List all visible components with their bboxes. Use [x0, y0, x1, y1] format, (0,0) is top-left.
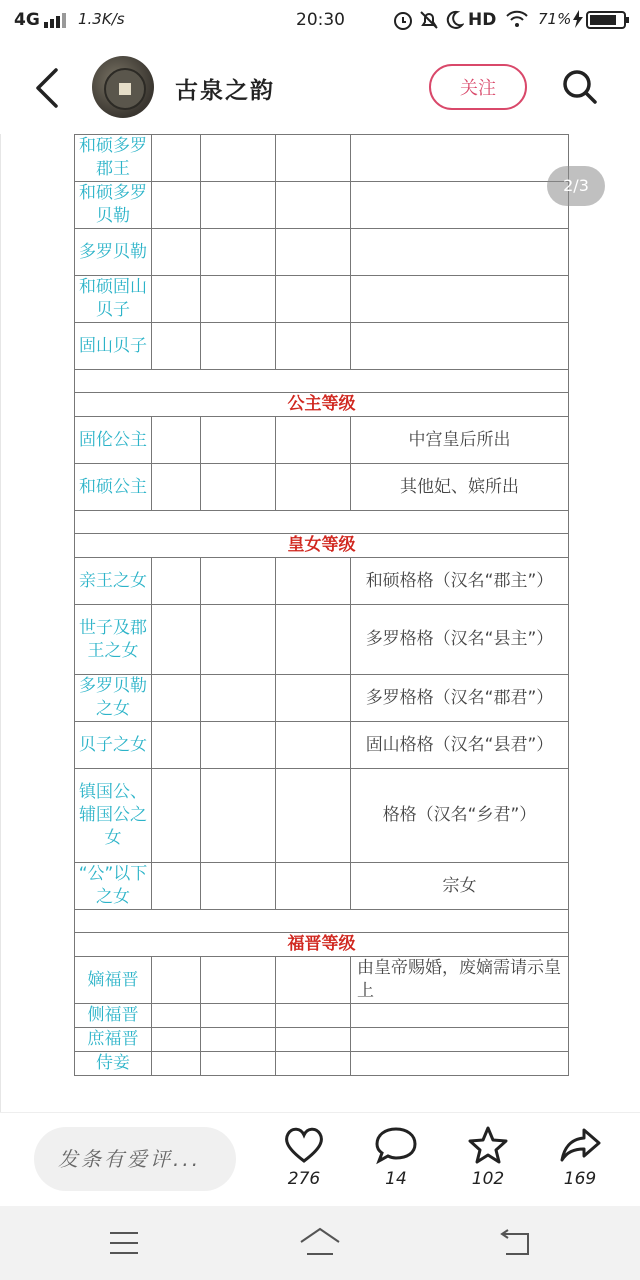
- table-row: [75, 769, 569, 863]
- rank-name: “公”以下之女: [75, 863, 152, 910]
- menu-button[interactable]: [108, 1230, 140, 1260]
- share-arrow-icon: [558, 1125, 602, 1165]
- rank-note: 由皇帝赐婚，废嫡需请示皇上: [351, 957, 569, 1004]
- section-header: [75, 933, 569, 957]
- table-row: [75, 863, 569, 910]
- table-row: [75, 605, 569, 675]
- image-pager: 2/3: [547, 166, 605, 206]
- star-icon: [466, 1125, 510, 1165]
- table-row: [75, 182, 569, 229]
- rank-name: 嫡福晋: [75, 957, 152, 1004]
- coin-icon: [104, 68, 146, 110]
- moon-icon: [444, 9, 464, 36]
- rank-name: 多罗贝勒: [75, 229, 152, 276]
- rank-name: 和硕公主: [75, 464, 152, 511]
- rank-name: 固山贝子: [75, 323, 152, 370]
- table-row: [75, 1052, 569, 1076]
- favorite-button[interactable]: [458, 1125, 518, 1205]
- section-header: [75, 393, 569, 417]
- rank-note: 多罗格格（汉名“郡君”）: [351, 675, 569, 722]
- share-count: 169: [563, 1169, 597, 1189]
- rank-note: 固山格格（汉名“县君”）: [351, 722, 569, 769]
- rank-note: [351, 1028, 569, 1052]
- return-icon: [498, 1228, 532, 1258]
- like-count: 276: [287, 1169, 321, 1189]
- clock: 20:30: [296, 10, 345, 30]
- search-button[interactable]: [562, 69, 598, 105]
- chevron-left-icon: [30, 66, 66, 110]
- rank-name: 贝子之女: [75, 722, 152, 769]
- network-speed: 1.3K/s: [78, 10, 125, 28]
- rank-name: 多罗贝勒之女: [75, 675, 152, 722]
- hd-badge: HD: [468, 10, 497, 30]
- table-row: [75, 675, 569, 722]
- spacer-row: [75, 511, 569, 534]
- rank-note: 中宫皇后所出: [351, 417, 569, 464]
- share-button[interactable]: [550, 1125, 610, 1205]
- charging-icon: [573, 10, 583, 33]
- signal-icon: [44, 12, 68, 33]
- section-title: 皇女等级: [75, 534, 569, 558]
- table-row: [75, 135, 569, 182]
- table-row: [75, 558, 569, 605]
- section-header: [75, 534, 569, 558]
- rank-name: 和硕多罗郡王: [75, 135, 152, 182]
- rank-note: 宗女: [351, 863, 569, 910]
- home-icon: [298, 1226, 342, 1260]
- rank-note: 多罗格格（汉名“县主”）: [351, 605, 569, 675]
- home-button[interactable]: [298, 1226, 342, 1264]
- rank-table: [74, 134, 568, 1076]
- menu-icon: [108, 1230, 140, 1256]
- table-row: [75, 417, 569, 464]
- rank-name: 侍妾: [75, 1052, 152, 1076]
- battery-percent: 71%: [538, 10, 572, 28]
- rank-table-grid: [74, 134, 569, 1076]
- table-row: [75, 722, 569, 769]
- app-header: [0, 42, 640, 135]
- table-row: [75, 957, 569, 1004]
- status-bar: [0, 0, 640, 42]
- avatar[interactable]: [92, 56, 154, 118]
- account-name[interactable]: 古泉之韵: [175, 77, 275, 104]
- rank-name: 世子及郡王之女: [75, 605, 152, 675]
- battery-icon: [586, 11, 630, 34]
- table-row: [75, 276, 569, 323]
- rank-name: 固伦公主: [75, 417, 152, 464]
- mute-icon: [418, 9, 440, 36]
- rank-name: 庶福晋: [75, 1028, 152, 1052]
- alarm-icon: [392, 9, 414, 36]
- table-row: [75, 1028, 569, 1052]
- rank-name: 镇国公、辅国公之女: [75, 769, 152, 863]
- rank-name: 和硕多罗贝勒: [75, 182, 152, 229]
- spacer-row: [75, 370, 569, 393]
- rank-name: 和硕固山贝子: [75, 276, 152, 323]
- like-button[interactable]: [274, 1125, 334, 1205]
- rank-note: [351, 1052, 569, 1076]
- follow-button[interactable]: 关注: [429, 64, 527, 110]
- favorite-count: 102: [471, 1169, 505, 1189]
- rank-note: 其他妃、嫔所出: [351, 464, 569, 511]
- back-nav-button[interactable]: [498, 1228, 532, 1262]
- action-bar: [0, 1112, 640, 1207]
- wifi-icon: [506, 10, 528, 33]
- table-row: [75, 1004, 569, 1028]
- back-button[interactable]: [30, 66, 66, 110]
- comment-button[interactable]: [366, 1125, 426, 1205]
- search-icon: [562, 69, 598, 105]
- rank-name: 侧福晋: [75, 1004, 152, 1028]
- section-title: 公主等级: [75, 393, 569, 417]
- system-nav-bar: [0, 1206, 640, 1280]
- post-image[interactable]: [0, 134, 640, 1112]
- table-row: [75, 323, 569, 370]
- comment-bubble-icon: [374, 1125, 418, 1165]
- rank-note: [351, 1004, 569, 1028]
- rank-note: 和硕格格（汉名“郡主”）: [351, 558, 569, 605]
- table-row: [75, 464, 569, 511]
- network-type: 4G: [14, 10, 40, 30]
- rank-note: 格格（汉名“乡君”）: [351, 769, 569, 863]
- heart-icon: [282, 1125, 326, 1165]
- spacer-row: [75, 910, 569, 933]
- comment-count: 14: [385, 1169, 407, 1189]
- table-row: [75, 229, 569, 276]
- comment-input[interactable]: 发条有爱评...: [34, 1127, 236, 1191]
- rank-name: 亲王之女: [75, 558, 152, 605]
- section-title: 福晋等级: [75, 933, 569, 957]
